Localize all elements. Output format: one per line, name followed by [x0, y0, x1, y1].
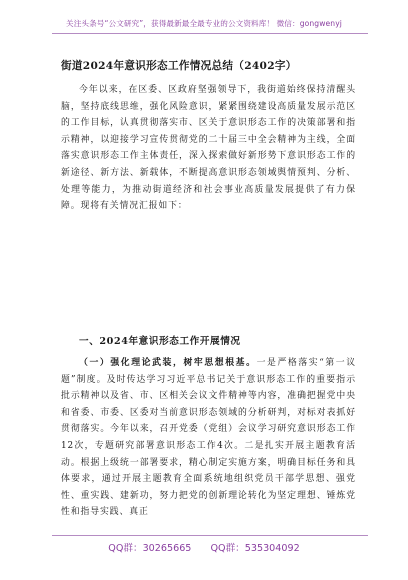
section-paragraph — [61, 355, 356, 527]
intro-paragraph: 今年以来，在区委、区政府坚强领导下，我街道始终保持清醒头脑，坚持底线思维，强化风险意识，紧紧围绕建设高质量发展示范区的工作目标，认真贯彻落实市、区关于意识形态工作的决策部署和指示精神，以迎接学习宣传贯彻党的二十届三中全会精神为主线，全面落实意识形态工作主体责任，深入探索做好新形势下意识形态工作的新途径、新方法、新载体，不断提高意识形态领域舆情预判、分析、处理等能力，为推动街道经济和社会事业高质量发展提供了有力保障。现将有关情况汇报如下： — [61, 85, 356, 212]
qq-group-1: QQ群：30265665 — [108, 543, 192, 554]
section-body-text: 一是严格落实“第一议题”制度。及时传达学习习近平总书记关于意识形态工作的重要指示批示精神以及省、市、区相关会议文件精神等内容，准确把握党中央和省委、市委、区委对当前意识形态领域的分析研判，对标对表抓好贯彻落实。今年以来，召开党委（党组）会议学习研究意识形态工作12次，专题研究部署意识形态工作4次。二是扎实开展主题教育活动。根据上级统一部署要求，精心制定实施方案，明确目标任务和具体要求，通过开展主题教育全面系统地组织党员干部学思想、强党性、重实践、建新功，努力把党的创新理论转化为坚定理想、锤炼党性和指导实践、真正 — [61, 358, 356, 518]
page-header: 关注头条号“公文研究”，获得最新最全最专业的公文资料库！ 微信：gongwenyj — [66, 19, 342, 28]
qq-group-2: QQ群：535304092 — [210, 543, 300, 554]
header-divider — [52, 33, 368, 34]
subsection-heading: （一）强化理论武装，树牢思想根基。 — [79, 358, 257, 368]
section-heading: 一、2024年意识形态工作开展情况 — [79, 336, 241, 347]
page-footer — [0, 540, 408, 554]
footer-divider — [52, 535, 368, 536]
document-title: 街道2024年意识形态工作情况总结（2402字） — [61, 60, 297, 72]
